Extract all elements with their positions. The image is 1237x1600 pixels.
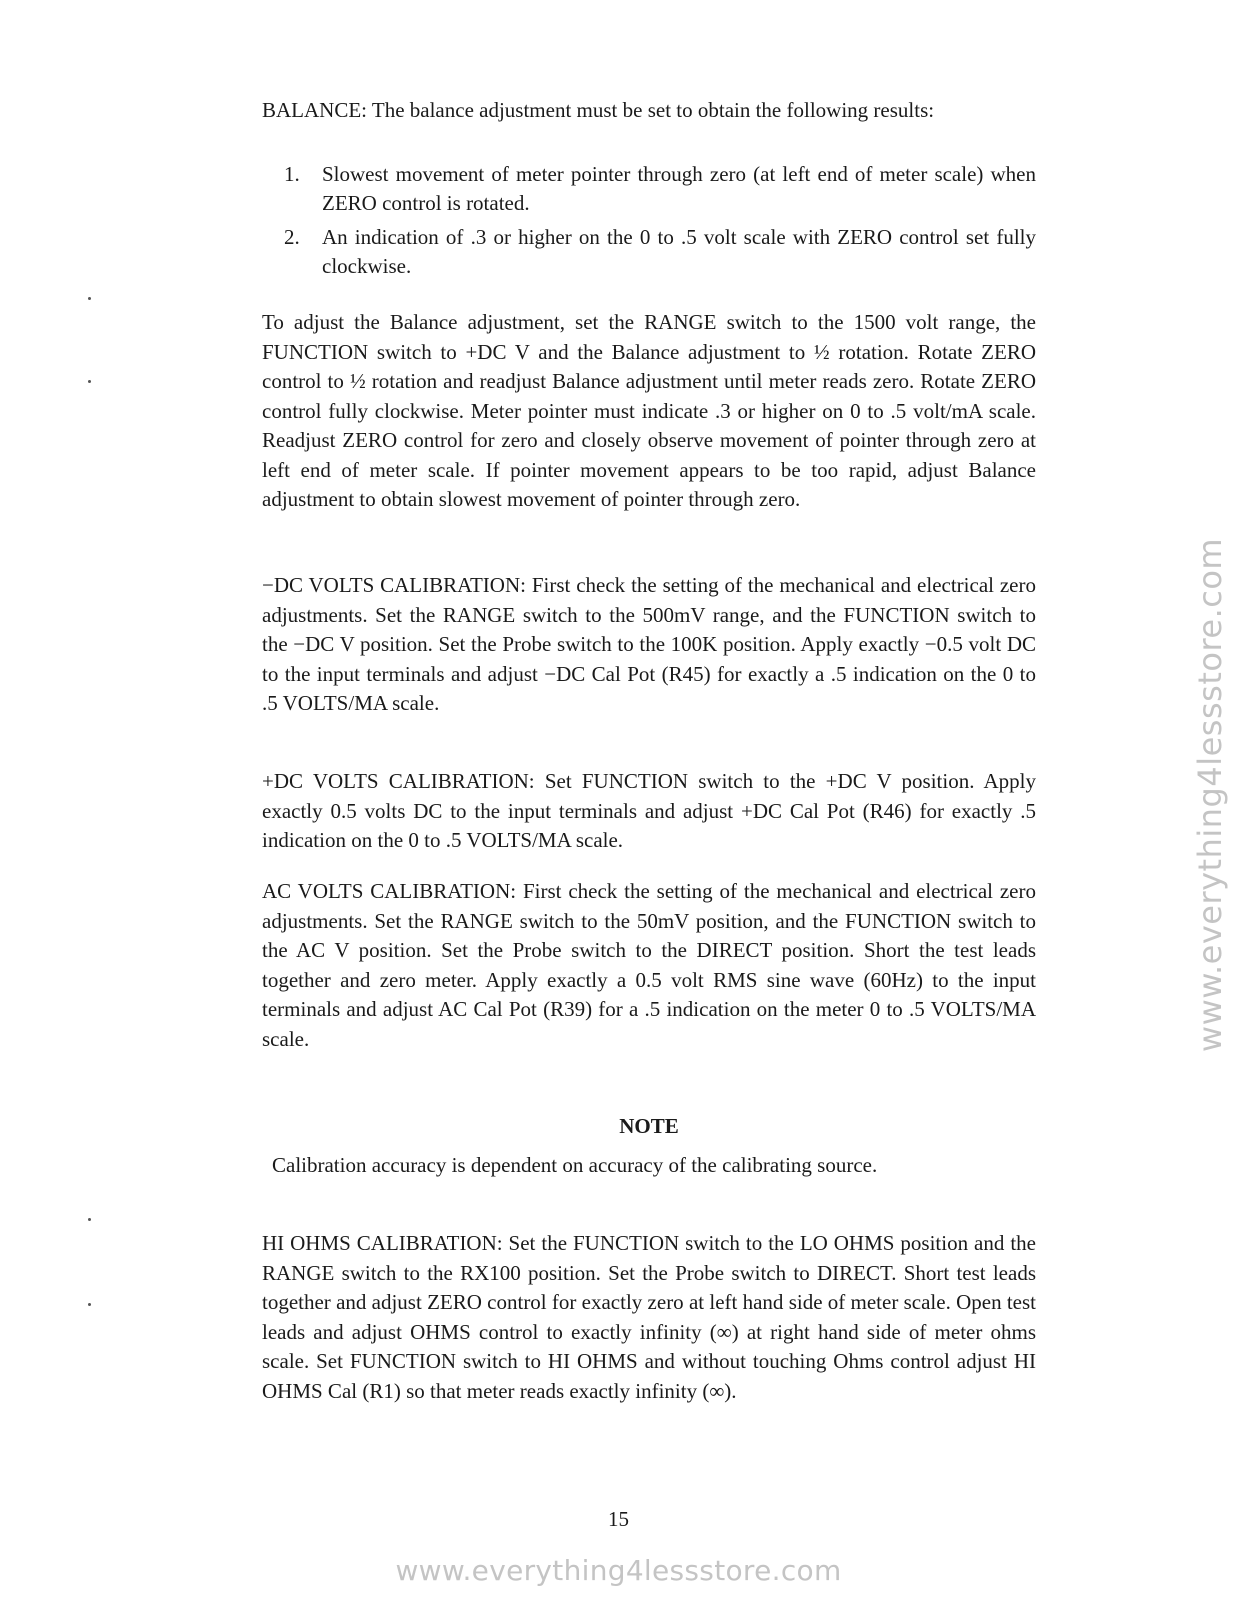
watermark-bottom: www.everything4lessstore.com bbox=[395, 1554, 842, 1587]
balance-adjust-paragraph bbox=[262, 308, 1036, 515]
note-body: Calibration accuracy is dependent on accuracy of the calibrating source. bbox=[272, 1153, 878, 1177]
balance-list bbox=[284, 160, 1036, 286]
note-title: NOTE bbox=[619, 1114, 679, 1138]
list-item bbox=[284, 160, 1036, 218]
paragraph-text: −DC VOLTS CALIBRATION: First check the setting of the mechanical and electrical zero adjustments. Set the RANGE switch to the 500mV range, and the FUNCTION switch to the −DC V position. Set the Probe switch to the 100K position. Apply exactly −0.5 volt DC to the input terminals and adjust −DC Cal Pot (R45) for exactly a .5 indication on the 0 to .5 VOLTS/MA scale. bbox=[262, 573, 1036, 715]
list-item bbox=[284, 223, 1036, 281]
neg-dc-calibration-paragraph bbox=[262, 571, 1036, 719]
page-number: 15 bbox=[608, 1507, 629, 1531]
scan-speck bbox=[88, 380, 91, 383]
paragraph-text: To adjust the Balance adjustment, set the RANGE switch to the 1500 volt range, the FUNCTION switch to +DC V and the Balance adjustment to ½ rotation. Rotate ZERO control to ½ rotation and readjust Balance adjustment until meter reads zero. Rotate ZERO control fully clockwise. Meter pointer must indicate .3 or higher on 0 to .5 volt/mA scale. Readjust ZERO control for zero and closely observe movement of pointer through zero at left end of meter scale. If pointer movement appears to be too rapid, adjust Balance adjustment to obtain slowest movement of pointer through zero. bbox=[262, 310, 1036, 511]
balance-intro-text: BALANCE: The balance adjustment must be set to obtain the following results: bbox=[262, 98, 935, 122]
list-item-number: 1. bbox=[284, 162, 300, 186]
scan-speck bbox=[88, 1218, 91, 1221]
scan-speck bbox=[88, 297, 91, 300]
balance-intro bbox=[262, 96, 1036, 126]
list-item-text: Slowest movement of meter pointer through zero (at left end of meter scale) when ZERO control is rotated. bbox=[322, 162, 1036, 215]
watermark-side: www.everything4lessstore.com bbox=[1191, 537, 1229, 1053]
hi-ohms-calibration-paragraph bbox=[262, 1229, 1036, 1406]
paragraph-text: +DC VOLTS CALIBRATION: Set FUNCTION switch to the +DC V position. Apply exactly 0.5 volts DC to the input terminals and adjust +DC Cal Pot (R46) for exactly .5 indication on the 0 to .5 VOLTS/MA scale. bbox=[262, 769, 1036, 852]
list-item-number: 2. bbox=[284, 225, 300, 249]
scan-speck bbox=[88, 1303, 91, 1306]
ac-calibration-paragraph bbox=[262, 877, 1036, 1054]
paragraph-text: AC VOLTS CALIBRATION: First check the setting of the mechanical and electrical zero adjustments. Set the RANGE switch to the 50mV position, and the FUNCTION switch to the AC V position. Set the Probe switch to the DIRECT position. Short the test leads together and zero meter. Apply exactly a 0.5 volt RMS sine wave (60Hz) to the input terminals and adjust AC Cal Pot (R39) for a .5 indication on the meter 0 to .5 VOLTS/MA scale. bbox=[262, 879, 1036, 1051]
pos-dc-calibration-paragraph bbox=[262, 767, 1036, 856]
list-item-text: An indication of .3 or higher on the 0 to .5 volt scale with ZERO control set fully clockwise. bbox=[322, 225, 1036, 278]
paragraph-text: HI OHMS CALIBRATION: Set the FUNCTION switch to the LO OHMS position and the RANGE switch to the RX100 position. Set the Probe switch to DIRECT. Short test leads together and adjust ZERO control for exactly zero at left hand side of meter scale. Open test leads and adjust OHMS control to exactly infinity (∞) at right hand side of meter ohms scale. Set FUNCTION switch to HI OHMS and without touching Ohms control adjust HI OHMS Cal (R1) so that meter reads exactly infinity (∞). bbox=[262, 1231, 1036, 1403]
